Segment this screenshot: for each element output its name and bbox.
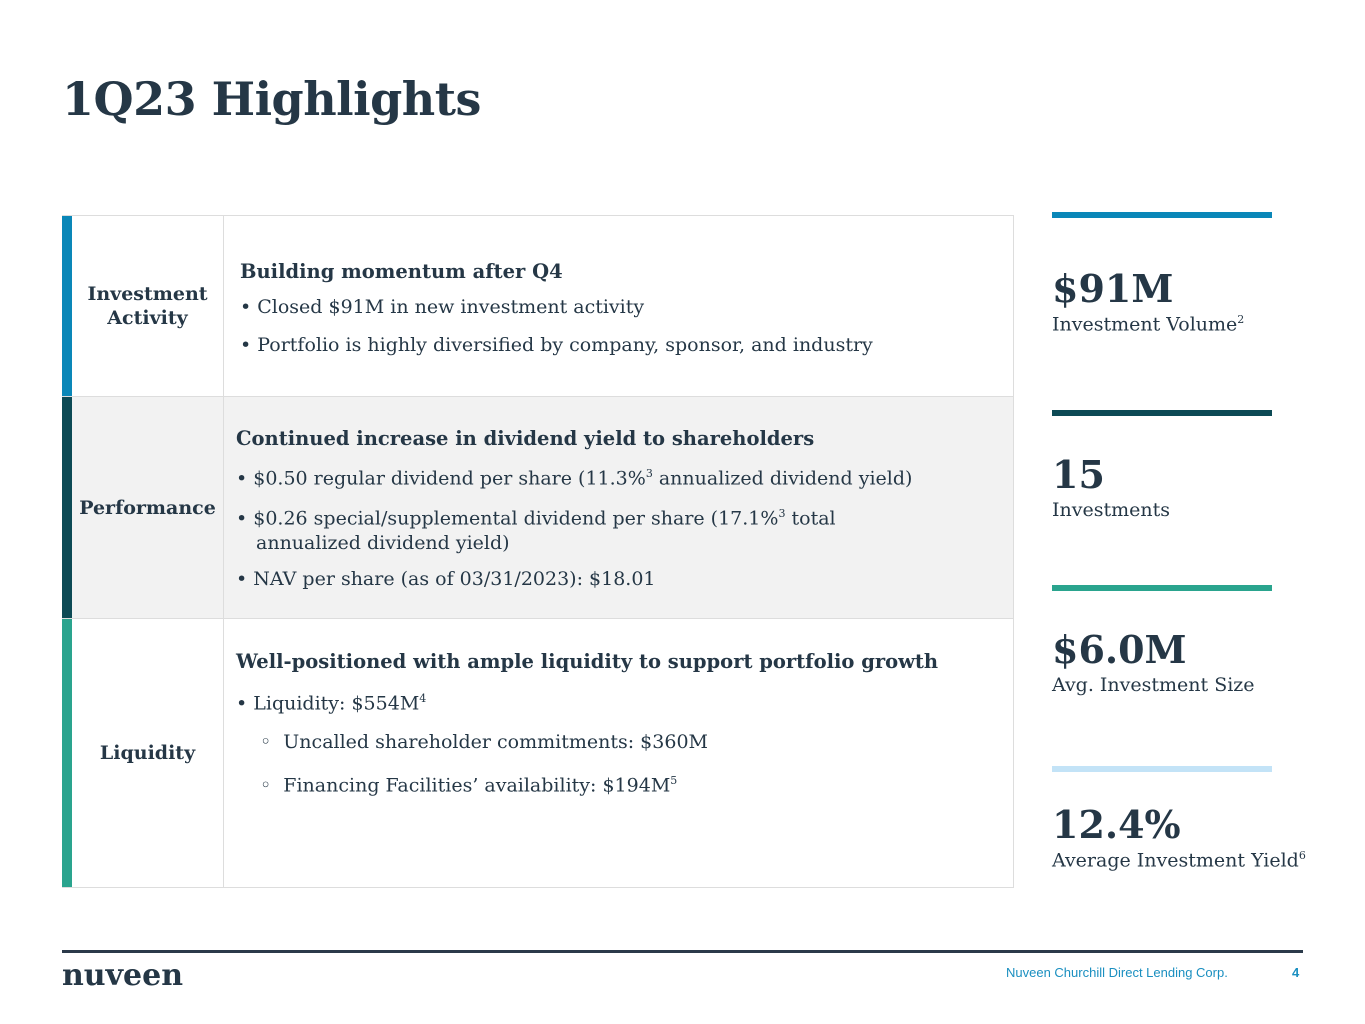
- stat-bar: [1052, 766, 1272, 772]
- sub-bullet: ◦ Financing Facilities’ availability: $\$194M^5$: [260, 774, 678, 797]
- row-label: Performance: [72, 397, 224, 618]
- nuveen-logo: nuveen: [62, 958, 184, 993]
- stat-label: Investment Volume$^2$: [1052, 313, 1245, 336]
- stat-value: $6.0M: [1052, 627, 1187, 672]
- stat-label: Avg. Investment Size: [1052, 674, 1255, 696]
- row-label: Investment Activity: [72, 216, 224, 396]
- bullet: • $0.26 special/supplemental dividend per share (17.1%$^3$ total annualized dividend yield): [236, 507, 836, 554]
- color-bar: [62, 397, 72, 618]
- color-bar: [62, 216, 72, 396]
- stat-value: 15: [1052, 452, 1105, 497]
- stat-value: $91M: [1052, 266, 1174, 311]
- stat-investment-volume: [1052, 212, 1272, 335]
- stat-label: Average Investment Yield$^6$: [1052, 849, 1306, 872]
- row-heading: Building momentum after Q4: [240, 260, 563, 283]
- stat-bar: [1052, 585, 1272, 591]
- bullet: • $0.50 regular dividend per share (11.3%$^3$ annualized dividend yield): [236, 467, 913, 490]
- footer-divider: [62, 950, 1303, 953]
- stat-bar: [1052, 212, 1272, 218]
- page-number: 4: [1292, 965, 1300, 980]
- row-investment-activity: [62, 215, 1014, 396]
- stat-bar: [1052, 410, 1272, 416]
- footer-company: Nuveen Churchill Direct Lending Corp.: [1006, 965, 1228, 980]
- row-performance: [62, 396, 1014, 618]
- stat-value: 12.4%: [1052, 802, 1181, 847]
- row-heading: Continued increase in dividend yield to shareholders: [236, 427, 815, 450]
- row-label: Liquidity: [72, 619, 224, 887]
- stat-avg-investment-yield: [1052, 766, 1312, 871]
- bullet: • Portfolio is highly diversified by company, sponsor, and industry: [240, 334, 873, 356]
- stat-label: Investments: [1052, 499, 1170, 521]
- bullet: • Liquidity: $\$554M^4$: [236, 692, 427, 715]
- bullet: • Closed $91M in new investment activity: [240, 296, 645, 318]
- sub-bullet: ◦ Uncalled shareholder commitments: $360M: [260, 731, 708, 754]
- color-bar: [62, 619, 72, 887]
- row-liquidity: [62, 618, 1014, 888]
- stat-avg-investment-size: [1052, 585, 1272, 696]
- bullet: • NAV per share (as of 03/31/2023): $18.01: [236, 567, 656, 590]
- row-heading: Well-positioned with ample liquidity to support portfolio growth: [236, 650, 939, 673]
- page-title: 1Q23 Highlights: [62, 72, 481, 126]
- stat-investments: [1052, 410, 1272, 521]
